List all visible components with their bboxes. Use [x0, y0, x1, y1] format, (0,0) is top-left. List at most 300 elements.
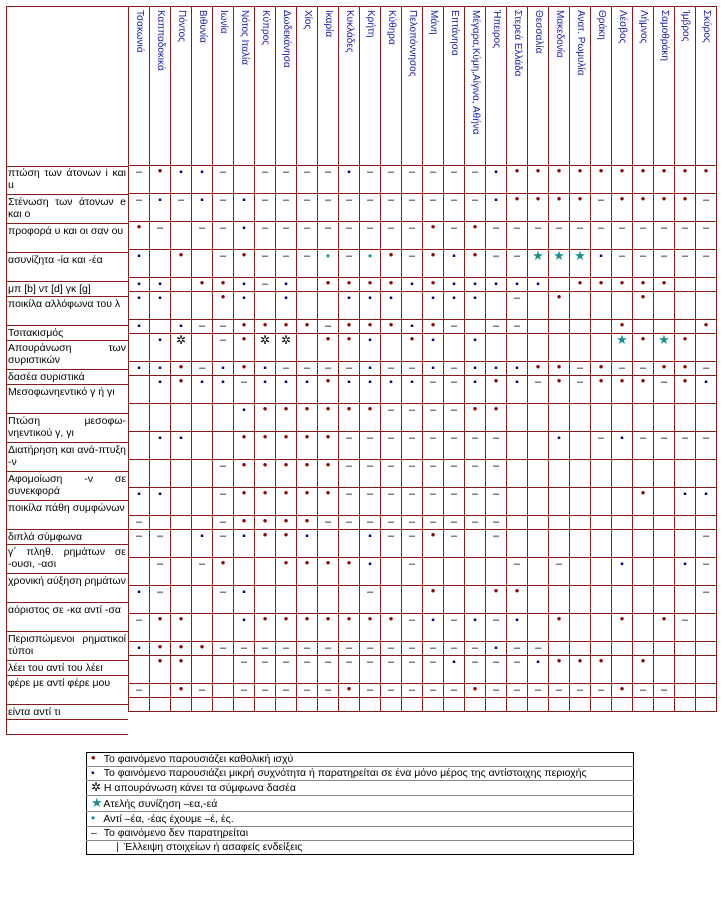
table-cell [381, 317, 402, 334]
table-cell [213, 614, 234, 642]
universal-dot-marker: • [262, 611, 268, 626]
absent-dash-marker: – [429, 166, 437, 178]
table-cell [654, 404, 675, 432]
absent-dash-marker: – [450, 194, 458, 206]
table-cell [255, 401, 276, 432]
partial-square-marker: ▪ [221, 363, 225, 374]
table-cell [234, 642, 255, 656]
universal-dot-marker: • [640, 275, 646, 290]
universal-dot-marker: • [367, 275, 373, 290]
absent-dash-marker: – [324, 642, 332, 654]
partial-square-marker: ▪ [305, 531, 309, 542]
table-cell [360, 250, 381, 278]
column-header [549, 7, 570, 166]
partial-square-marker: ▪ [599, 251, 603, 262]
absent-dash-marker: – [702, 586, 710, 598]
row-divider [6, 194, 128, 195]
table-cell [549, 586, 570, 614]
table-cell [171, 653, 192, 684]
partial-square-marker: ▪ [347, 377, 351, 388]
table-cell [339, 331, 360, 362]
absent-dash-marker: – [702, 250, 710, 262]
table-cell [675, 488, 696, 516]
table-cell [150, 163, 171, 194]
absent-dash-marker: – [219, 320, 227, 332]
partial-square-marker: ▪ [158, 377, 162, 388]
absent-dash-marker: – [408, 362, 416, 374]
table-cell [171, 247, 192, 278]
column-label: Θεσσαλία [533, 10, 544, 54]
universal-dot-marker: • [388, 611, 394, 626]
table-cell [612, 611, 633, 642]
absent-dash-marker: – [492, 530, 500, 542]
grid-table [128, 6, 717, 712]
table-cell [381, 247, 402, 278]
universal-dot-marker: • [178, 247, 184, 262]
legend-entry [87, 781, 634, 796]
absent-dash-marker: – [135, 530, 143, 542]
incomplete-synizesis-star-marker: ★ [532, 248, 544, 263]
row-divider [6, 500, 128, 501]
absent-dash-marker: – [555, 558, 563, 570]
table-cell [654, 250, 675, 278]
partial-square-marker: ▪ [158, 279, 162, 290]
table-cell [402, 222, 423, 250]
absent-dash-marker: – [387, 362, 395, 374]
row-label: ασυνίζητα -ία και -έα [8, 254, 103, 266]
table-cell [528, 684, 549, 698]
table-cell [423, 488, 444, 516]
universal-dot-marker: • [346, 681, 352, 696]
table-cell [276, 555, 297, 586]
universal-dot-marker: • [514, 191, 520, 206]
absent-dash-marker: – [408, 250, 416, 262]
table-cell [255, 166, 276, 194]
row-divider [6, 719, 128, 720]
table-cell [402, 698, 423, 712]
table-cell [591, 222, 612, 250]
table-cell [423, 194, 444, 222]
absent-dash-marker: – [219, 586, 227, 598]
table-cell [213, 516, 234, 530]
universal-dot-marker: • [598, 163, 604, 178]
table-cell [381, 611, 402, 642]
table-row [129, 278, 717, 292]
table-cell [570, 432, 591, 460]
aspirated-star-marker: ✲ [259, 333, 271, 347]
teal-dot-marker: • [367, 249, 373, 263]
row-label: Απουράνωση των συριστικών [8, 342, 126, 366]
table-cell [549, 516, 570, 530]
table-cell [318, 642, 339, 656]
universal-dot-marker: • [325, 611, 331, 626]
table-cell [633, 530, 654, 558]
table-cell [633, 191, 654, 222]
header-corner-frame [6, 6, 128, 166]
table-cell [507, 684, 528, 698]
table-cell [570, 362, 591, 376]
table-cell [486, 558, 507, 586]
table-cell [486, 516, 507, 530]
table-cell [507, 292, 528, 320]
table-cell [570, 684, 591, 698]
table-cell [444, 166, 465, 194]
universal-dot-marker: • [619, 373, 625, 388]
legend-row [87, 827, 634, 841]
absent-dash-marker: – [492, 516, 500, 528]
table-cell [255, 642, 276, 656]
empty-cell-swatch [91, 842, 118, 852]
table-cell [276, 250, 297, 278]
absent-dash-marker: – [429, 684, 437, 696]
table-cell [486, 401, 507, 432]
table-cell [297, 642, 318, 656]
universal-dot-marker: • [556, 289, 562, 304]
table-cell [570, 614, 591, 642]
absent-dash-marker: – [429, 642, 437, 654]
table-row [129, 614, 717, 642]
partial-square-marker: ▪ [242, 531, 246, 542]
table-cell [444, 460, 465, 488]
absent-dash-marker: – [366, 222, 374, 234]
table-cell [171, 611, 192, 642]
table-cell [297, 555, 318, 586]
table-cell [654, 656, 675, 684]
column-header [360, 7, 381, 166]
table-cell [318, 331, 339, 362]
table-cell [360, 194, 381, 222]
absent-dash-marker: – [408, 614, 416, 626]
universal-dot-marker: • [682, 359, 688, 374]
absent-dash-marker: – [282, 194, 290, 206]
table-cell [591, 684, 612, 698]
universal-dot-marker: • [346, 331, 352, 346]
table-cell [297, 586, 318, 614]
table-cell [486, 278, 507, 292]
table-cell [276, 362, 297, 376]
table-cell [507, 404, 528, 432]
absent-dash-marker: – [492, 320, 500, 332]
table-cell [675, 432, 696, 460]
table-cell [402, 460, 423, 488]
universal-dot-marker: • [241, 331, 247, 346]
legend-entry [87, 812, 634, 827]
table-cell [465, 642, 486, 656]
absent-dash-marker: – [387, 194, 395, 206]
table-cell [255, 194, 276, 222]
table-cell [528, 320, 549, 334]
table-cell [549, 488, 570, 516]
table-cell [255, 292, 276, 320]
table-cell [444, 516, 465, 530]
table-cell [423, 376, 444, 404]
table-cell [402, 376, 423, 404]
table-cell [150, 558, 171, 586]
partial-square-marker: ▪ [494, 643, 498, 654]
absent-dash-marker: – [576, 222, 584, 234]
row-divider [6, 296, 128, 297]
absent-dash-marker: – [450, 166, 458, 178]
table-cell [591, 586, 612, 614]
table-cell [402, 656, 423, 684]
table-cell [318, 166, 339, 194]
table-cell [654, 586, 675, 614]
universal-dot-marker: • [283, 429, 289, 444]
table-cell [444, 362, 465, 376]
table-cell [339, 586, 360, 614]
table-cell [507, 460, 528, 488]
table-cell [675, 642, 696, 656]
absent-dash-marker: – [450, 460, 458, 472]
universal-dot-marker: • [640, 373, 646, 388]
absent-dash-marker: – [345, 516, 353, 528]
table-cell [444, 684, 465, 698]
table-cell [234, 698, 255, 712]
table-cell [423, 583, 444, 614]
absent-dash-marker: – [303, 222, 311, 234]
legend-row [87, 796, 634, 812]
table-cell [339, 292, 360, 320]
table-cell [234, 586, 255, 614]
table-cell [528, 656, 549, 684]
absent-dash-marker: – [387, 222, 395, 234]
absent-dash-marker: – [282, 250, 290, 262]
universal-dot-marker: • [556, 163, 562, 178]
table-cell [402, 684, 423, 698]
table-cell [402, 404, 423, 432]
absent-dash-marker: – [429, 194, 437, 206]
table-cell [633, 250, 654, 278]
partial-square-marker: ▪ [683, 559, 687, 570]
column-header [528, 7, 549, 166]
universal-dot-marker: • [304, 429, 310, 444]
absent-dash-marker: – [261, 250, 269, 262]
absent-dash-marker: – [387, 488, 395, 500]
table-cell [423, 404, 444, 432]
absent-dash-marker: – [366, 684, 374, 696]
table-cell [234, 222, 255, 250]
table-cell [528, 698, 549, 712]
absent-dash-marker: – [429, 516, 437, 528]
table-cell [654, 163, 675, 194]
table-cell [591, 460, 612, 488]
column-label: Μακεδονία [554, 10, 565, 58]
partial-square-marker: ▪ [368, 335, 372, 346]
table-row [129, 698, 717, 712]
universal-dot-marker: • [346, 401, 352, 416]
universal-dot-marker: • [262, 457, 268, 472]
table-cell [465, 247, 486, 278]
universal-dot-marker: • [283, 317, 289, 332]
table-cell [150, 362, 171, 376]
table-cell [612, 334, 633, 362]
table-cell [360, 432, 381, 460]
absent-dash-marker: – [303, 684, 311, 696]
universal-dot-marker: • [283, 555, 289, 570]
absent-dash-marker: – [303, 656, 311, 668]
table-cell [318, 250, 339, 278]
table-cell [150, 404, 171, 432]
table-cell [591, 250, 612, 278]
partial-square-marker: ▪ [242, 405, 246, 416]
legend-text: Ατελής συνίζηση –εα,-εά [103, 798, 218, 810]
table-cell [486, 222, 507, 250]
table-cell [213, 432, 234, 460]
row-divider [6, 413, 128, 414]
table-cell [549, 684, 570, 698]
universal-dot-marker: • [661, 275, 667, 290]
row-divider [6, 675, 128, 676]
table-cell [213, 684, 234, 698]
table-cell [465, 614, 486, 642]
table-row [129, 684, 717, 698]
partial-square-marker: ▪ [473, 615, 477, 626]
row-label: είντα αντί τι [8, 706, 61, 718]
column-label: Ιωνία [218, 10, 229, 34]
table-cell [612, 516, 633, 530]
table-cell [129, 376, 150, 404]
absent-dash-marker: – [240, 656, 248, 668]
table-cell [255, 334, 276, 362]
universal-dot-marker: • [178, 359, 184, 374]
table-cell [444, 334, 465, 362]
table-cell [213, 289, 234, 320]
partial-square-marker: ▪ [389, 377, 393, 388]
absent-dash-marker: – [471, 642, 479, 654]
partial-square-marker: ▪ [368, 293, 372, 304]
partial-square-marker: ▪ [557, 433, 561, 444]
column-header [444, 7, 465, 166]
table-cell [612, 488, 633, 516]
table-row [129, 376, 717, 404]
absent-dash-marker: – [513, 684, 521, 696]
absent-dash-marker: – [681, 432, 689, 444]
table-cell [423, 432, 444, 460]
table-cell [444, 698, 465, 712]
table-cell [465, 460, 486, 488]
table-cell [150, 698, 171, 712]
table-cell [339, 166, 360, 194]
absent-dash-marker: – [345, 642, 353, 654]
table-cell [402, 250, 423, 278]
table-cell [696, 642, 717, 656]
universal-dot-marker: • [178, 639, 184, 654]
table-cell [675, 530, 696, 558]
absent-dash-marker: – [639, 362, 647, 374]
table-cell [654, 222, 675, 250]
partial-square-marker: ▪ [431, 363, 435, 374]
table-cell [171, 698, 192, 712]
table-cell [150, 460, 171, 488]
table-cell [591, 275, 612, 292]
universal-dot-marker: • [241, 457, 247, 472]
table-cell [549, 460, 570, 488]
absent-dash-marker: – [513, 292, 521, 304]
universal-dot-marker: • [682, 331, 688, 346]
absent-dash-marker: – [177, 194, 185, 206]
table-cell [297, 656, 318, 684]
table-cell [360, 516, 381, 530]
table-cell [276, 485, 297, 516]
row-label: διπλά σύμφωνα [8, 531, 83, 543]
universal-dot-marker: • [367, 401, 373, 416]
absent-dash-marker: – [324, 222, 332, 234]
table-cell [444, 222, 465, 250]
table-cell [591, 194, 612, 222]
absent-dash-marker: – [660, 432, 668, 444]
table-cell [381, 194, 402, 222]
table-cell [549, 250, 570, 278]
table-cell [129, 432, 150, 460]
table-cell [633, 432, 654, 460]
table-cell [171, 460, 192, 488]
table-cell [423, 219, 444, 250]
absent-dash-marker: – [345, 362, 353, 374]
universal-dot-marker: • [640, 289, 646, 304]
table-cell [465, 292, 486, 320]
absent-dash-marker: – [345, 222, 353, 234]
table-cell [612, 698, 633, 712]
legend-row [87, 841, 634, 855]
table-cell [255, 698, 276, 712]
table-row [129, 250, 717, 278]
universal-dot-marker: • [199, 275, 205, 290]
absent-dash-marker: – [219, 460, 227, 472]
table-cell [339, 611, 360, 642]
absent-dash-marker: – [450, 376, 458, 388]
universal-dot-marker: • [661, 611, 667, 626]
partial-square-marker: ▪ [410, 279, 414, 290]
absent-dash-marker: – [366, 432, 374, 444]
table-cell [192, 250, 213, 278]
table-cell [675, 656, 696, 684]
row-label: Διατήρηση και ανά-πτυξη -ν [8, 444, 126, 468]
absent-dash-marker: – [387, 642, 395, 654]
absent-dash-marker: – [219, 516, 227, 528]
partial-square-marker: ▪ [158, 195, 162, 206]
table-cell [675, 191, 696, 222]
table-cell [444, 558, 465, 586]
absent-dash-marker: – [471, 460, 479, 472]
table-cell [276, 527, 297, 558]
legend-symbol: • [91, 811, 96, 825]
incomplete-synizesis-star-marker: ★ [574, 248, 586, 263]
table-cell [297, 376, 318, 404]
column-header [612, 7, 633, 166]
incomplete-synizesis-star-marker: ★ [553, 248, 565, 263]
table-cell [234, 359, 255, 376]
partial-square-marker: ▪ [536, 657, 540, 668]
row-divider [6, 660, 128, 661]
absent-dash-marker: – [450, 684, 458, 696]
table-cell [486, 684, 507, 698]
table-cell [654, 684, 675, 698]
universal-dot-marker: • [178, 611, 184, 626]
table-cell [276, 166, 297, 194]
table-cell [528, 191, 549, 222]
table-cell [213, 530, 234, 558]
table-cell [654, 698, 675, 712]
partial-square-marker: ▪ [452, 279, 456, 290]
table-cell [339, 432, 360, 460]
table-cell [255, 684, 276, 698]
table-row [129, 222, 717, 250]
absent-dash-marker: – [492, 250, 500, 262]
table-cell [234, 376, 255, 404]
universal-dot-marker: • [199, 639, 205, 654]
table-cell [423, 698, 444, 712]
universal-dot-marker: • [388, 275, 394, 290]
